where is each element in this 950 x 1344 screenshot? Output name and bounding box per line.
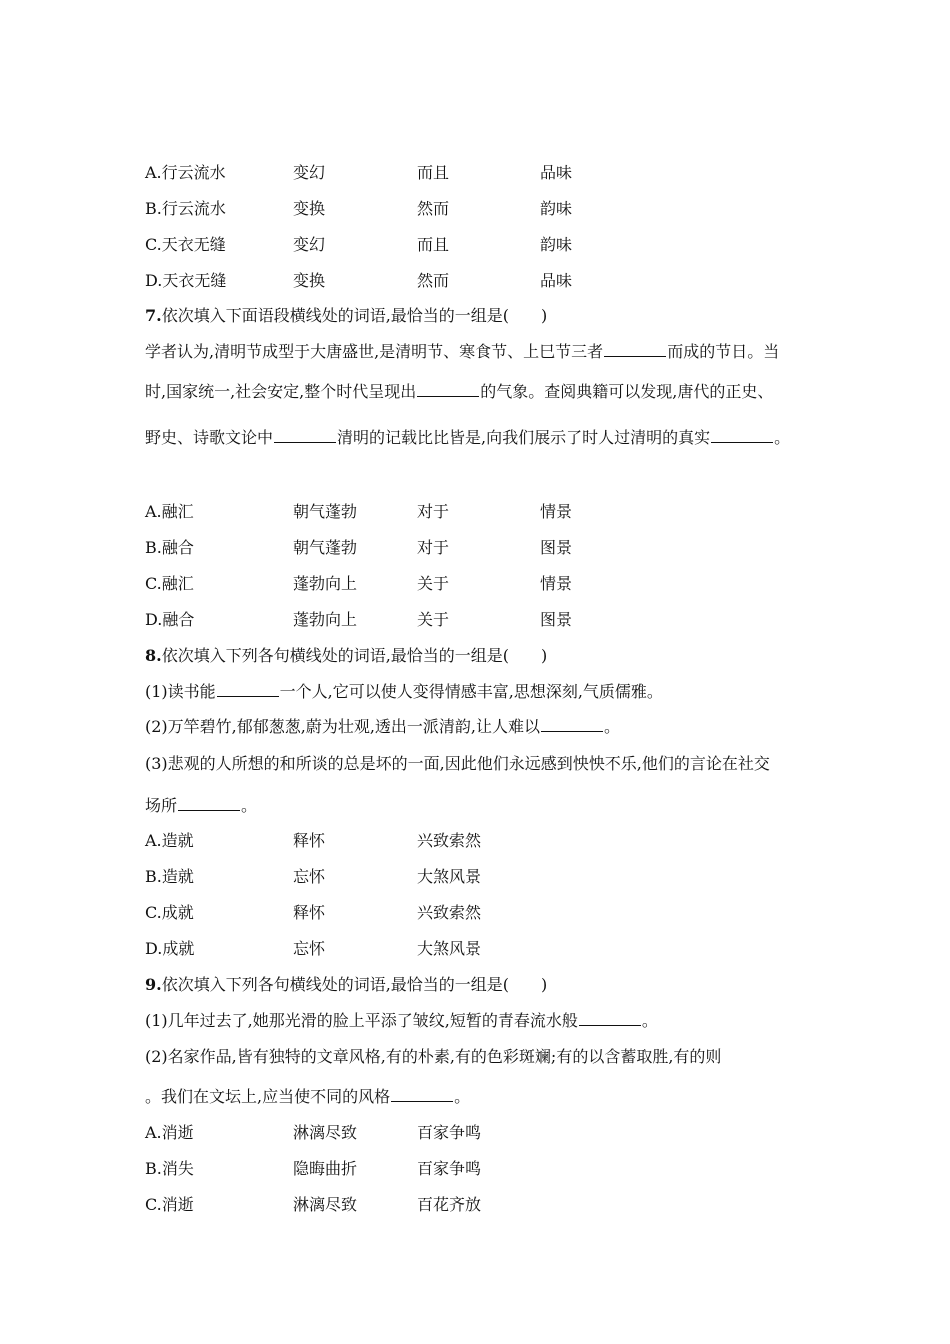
option-word: 变幻: [293, 163, 326, 182]
option-label: A.融汇: [145, 502, 194, 521]
passage-text: 野史、诗歌文论中: [145, 428, 274, 447]
option-word: 然而: [417, 199, 450, 218]
option-word: 图景: [540, 610, 573, 629]
sentence-text: (1)几年过去了,她那光滑的脸上平添了皱纹,短暂的青春流水般: [145, 1011, 578, 1030]
option-label: B.行云流水: [145, 199, 226, 218]
passage-text: 。: [774, 428, 791, 447]
option-word: 释怀: [293, 831, 326, 850]
option-word: 图景: [540, 538, 573, 557]
sentence-text: 。我们在文坛上,应当使不同的风格: [145, 1087, 391, 1106]
q9-sentence-2: [145, 1047, 721, 1067]
q8-sentence-2: [145, 717, 620, 737]
option-word: 关于: [417, 574, 450, 593]
sentence-text: 。: [241, 796, 258, 815]
option-word: 变换: [293, 199, 326, 218]
option-label: A.行云流水: [145, 163, 226, 182]
option-label: D.成就: [145, 939, 195, 958]
q9-sentence-2-cont: [145, 1087, 470, 1107]
q7-stem: [145, 306, 547, 326]
q8-sentence-1: [145, 682, 663, 702]
passage-text: 而成的节日。当: [667, 342, 780, 361]
q8-sentence-3: [145, 754, 770, 774]
option-word: 朝气蓬勃: [293, 502, 358, 521]
option-label: C.成就: [145, 903, 194, 922]
option-word: 品味: [540, 163, 573, 182]
question-number: 8.: [145, 646, 162, 665]
option-word: 对于: [417, 538, 450, 557]
q7-passage-line-1: [145, 342, 779, 362]
option-word: 忘怀: [293, 867, 326, 886]
sentence-text: 场所: [145, 796, 178, 815]
option-word: 关于: [417, 610, 450, 629]
sentence-text: 。: [454, 1087, 471, 1106]
q7-passage-line-2: [145, 382, 773, 402]
passage-text: 清明的记载比比皆是,向我们展示了时人过清明的真实: [337, 428, 711, 447]
option-word: 兴致索然: [417, 831, 482, 850]
option-word: 然而: [417, 271, 450, 290]
option-word: 百家争鸣: [417, 1123, 482, 1142]
q8-stem: [145, 646, 547, 666]
option-word: 朝气蓬勃: [293, 538, 358, 557]
option-word: 百家争鸣: [417, 1159, 482, 1178]
q7-passage-line-3: [145, 428, 790, 448]
option-word: 而且: [417, 163, 450, 182]
option-word: 淋漓尽致: [293, 1195, 358, 1214]
q9-stem: [145, 975, 547, 995]
option-word: 对于: [417, 502, 450, 521]
answer-blank: [579, 1011, 641, 1026]
q8-sentence-3-cont: [145, 796, 257, 816]
question-text: 依次填入下面语段横线处的词语,最恰当的一组是( ): [161, 306, 548, 325]
option-word: 韵味: [540, 199, 573, 218]
question-number: 9.: [145, 975, 162, 994]
answer-blank: [178, 796, 240, 811]
answer-blank: [274, 428, 336, 443]
option-word: 忘怀: [293, 939, 326, 958]
question-number: 7.: [145, 306, 162, 325]
option-word: 大煞风景: [417, 939, 482, 958]
option-word: 淋漓尽致: [293, 1123, 358, 1142]
passage-text: 学者认为,清明节成型于大唐盛世,是清明节、寒食节、上巳节三者: [145, 342, 604, 361]
answer-blank: [604, 342, 666, 357]
option-label: B.消失: [145, 1159, 194, 1178]
option-word: 蓬勃向上: [293, 574, 358, 593]
option-word: 品味: [540, 271, 573, 290]
option-word: 兴致索然: [417, 903, 482, 922]
sentence-text: (2)万竿碧竹,郁郁葱葱,蔚为壮观,透出一派清韵,让人难以: [145, 717, 541, 736]
sentence-text: 。: [604, 717, 621, 736]
option-label: A.消逝: [145, 1123, 194, 1142]
answer-blank: [711, 428, 773, 443]
option-label: C.消逝: [145, 1195, 194, 1214]
sentence-text: (3)悲观的人所想的和所谈的总是坏的一面,因此他们永远感到怏怏不乐,他们的言论在社交: [145, 754, 770, 773]
answer-blank: [417, 382, 479, 397]
passage-text: 时,国家统一,社会安定,整个时代呈现出: [145, 382, 417, 401]
sentence-text: (1)读书能: [145, 682, 216, 701]
option-label: C.天衣无缝: [145, 235, 226, 254]
option-word: 百花齐放: [417, 1195, 482, 1214]
option-word: 韵味: [540, 235, 573, 254]
sentence-text: (2)名家作品,皆有独特的文章风格,有的朴素,有的色彩斑斓;有的以含蓄取胜,有的则: [145, 1047, 722, 1066]
question-text: 依次填入下列各句横线处的词语,最恰当的一组是( ): [161, 975, 548, 994]
question-text: 依次填入下列各句横线处的词语,最恰当的一组是( ): [161, 646, 548, 665]
option-word: 情景: [540, 502, 573, 521]
option-word: 隐晦曲折: [293, 1159, 358, 1178]
option-word: 大煞风景: [417, 867, 482, 886]
option-label: D.天衣无缝: [145, 271, 227, 290]
option-label: A.造就: [145, 831, 194, 850]
option-word: 情景: [540, 574, 573, 593]
answer-blank: [541, 717, 603, 732]
option-word: 变换: [293, 271, 326, 290]
sentence-text: 。: [641, 1011, 658, 1030]
option-word: 变幻: [293, 235, 326, 254]
passage-text: 的气象。查阅典籍可以发现,唐代的正史、: [480, 382, 774, 401]
option-word: 释怀: [293, 903, 326, 922]
answer-blank: [391, 1087, 453, 1102]
option-label: D.融合: [145, 610, 195, 629]
q9-sentence-1: [145, 1011, 658, 1031]
option-label: C.融汇: [145, 574, 194, 593]
option-label: B.造就: [145, 867, 194, 886]
option-word: 蓬勃向上: [293, 610, 358, 629]
sentence-text: 一个人,它可以使人变得情感丰富,思想深刻,气质儒雅。: [279, 682, 663, 701]
option-label: B.融合: [145, 538, 194, 557]
option-word: 而且: [417, 235, 450, 254]
answer-blank: [217, 682, 279, 697]
